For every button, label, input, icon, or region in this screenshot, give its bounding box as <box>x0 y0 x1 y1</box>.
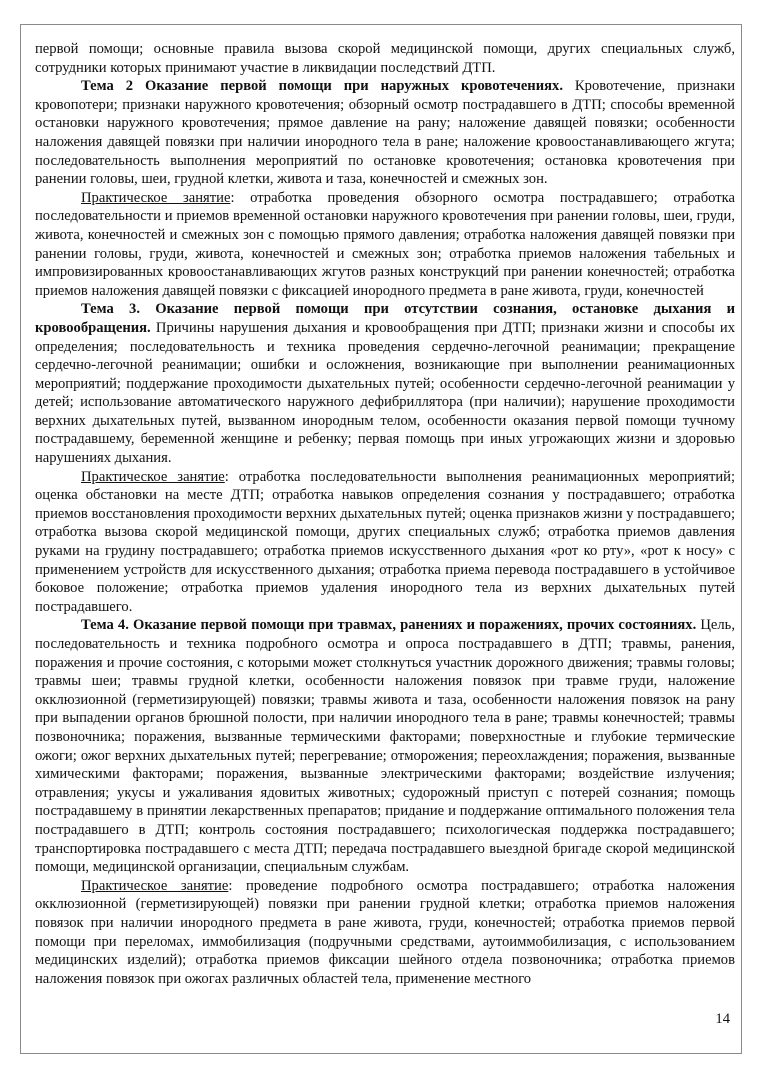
topic-4-practice-label: Практическое занятие <box>81 877 229 894</box>
topic-2-practice-label: Практическое занятие <box>81 189 231 206</box>
topic-3-practice-body: : отработка последовательности выполнения реанимационных мероприятий; оценка обстановки на месте ДТП; отработка навыков определения сознания у пострадавшего; отработка приемов восстановления проходимости верхних дыхательных путей; оценка признаков жизни у пострадавшего; отработка вызова скорой медицинской помощи, других специальных служб; отработка приемов давления руками на грудину пострадавшего; отработка приемов искусственного дыхания «рот ко рту», «рот к носу» с применением устройств для искусственного дыхания; отработка приема перевода пострадавшего в устойчивое боковое положение; отработка приемов удаления инородного тела из верхних дыхательных путей пострадавшего. <box>35 468 735 615</box>
topic-4-practice-paragraph <box>35 877 735 989</box>
topic-3-body: Причины нарушения дыхания и кровообращения при ДТП; признаки жизни и способы их определения; последовательность и техника проведения сердечно-легочной реанимации; прекращение сердечно-легочной реанимации; ошибки и осложнения, возникающие при выполнении реанимационных мероприятий; поддержание проходимости дыхательных путей; особенности сердечно-легочной реанимации у детей; использование автоматического наружного дефибриллятора (при наличии); нарушение проходимости верхних дыхательных путей, вызванном инородным телом, особенности оказания первой помощи тучному пострадавшему, беременной женщине и ребенку; первая помощь при иных угрожающих жизни и здоровью нарушениях дыхания. <box>35 319 735 467</box>
document-body <box>35 40 735 988</box>
topic-3-practice-paragraph <box>35 468 735 617</box>
intro-paragraph: первой помощи; основные правила вызова скорой медицинской помощи, других специальных служб, сотрудники которых принимают участие в ликвидации последствий ДТП. <box>35 41 735 76</box>
topic-2-title: Тема 2 Оказание первой помощи при наружных кровотечениях. <box>81 78 563 95</box>
topic-2-body: Кровотечение, признаки кровопотери; признаки наружного кровотечения; обзорный осмотр пострадавшего в ДТП; способы временной остановки наружного кровотечения; прямое давление на рану; наложение давящей повязки; особенности наложения давящей повязки при наличии инородного тела в ране; наложение кровоостанавливающего жгута; последовательность выполнения мероприятий по остановке кровотечения; остановка кровотечения при ранении головы, шеи, грудной клетки, живота и таза, конечностей и смежных зон. <box>35 78 736 188</box>
topic-2-practice-body: : отработка проведения обзорного осмотра пострадавшего; отработка последовательности и приемов временной остановки наружного кровотечения при ранении головы, шеи, груди, живота, конечностей и смежных зон с помощью прямого давления; отработка наложения давящей повязки при ранении головы, груди, живота, конечностей и смежных зон; отработка приемов наложения табельных и импровизированных кровоостанавливающих жгутов разных конструкций при ранении конечностей; отработка приемов наложения давящей повязки с фиксацией инородного предмета в ране живота, груди, конечностей <box>35 189 736 299</box>
page-number: 14 <box>715 1011 730 1027</box>
topic-3-title: Тема 3. Оказание первой помощи при отсутствии сознания, остановке дыхания и кровообращения. <box>35 301 735 336</box>
topic-3-practice-label: Практическое занятие <box>81 468 225 485</box>
topic-4-body: Цель, последовательность и техника подробного осмотра и опроса пострадавшего в ДТП; травмы, ранения, поражения и прочие состояния, с которыми может столкнуться участник дорожного движения; травмы головы; травмы шеи; травмы грудной клетки, особенности наложения повязок при травме груди, наложение окклюзионной (герметизирующей) повязки; травмы живота и таза, особенности наложения повязок на рану при выпадении органов брюшной полости, при наличии инородного тела в ране; травмы конечностей; травмы позвоночника; поражения, вызванные термическими факторами; поверхностные и глубокие термические ожоги; ожог верхних дыхательных путей; перегревание; отморожения; переохлаждения; поражения, вызванные химическими факторами; поражения, вызванные электрическими факторами; воздействие излучения; отравления; укусы и ужаливания ядовитых животных; судорожный приступ с потерей сознания; помощь пострадавшему в принятии лекарственных препаратов; придание и поддержание оптимального положения тела пострадавшего в ДТП; контроль состояния пострадавшего; психологическая поддержка пострадавшего; транспортировка пострадавшего с места ДТП; передача пострадавшего выездной бригаде скорой медицинской помощи, медицинской организации, специальным службам. <box>35 617 735 876</box>
topic-4-paragraph <box>35 616 735 876</box>
topic-3-paragraph <box>35 300 735 467</box>
topic-4-title: Тема 4. Оказание первой помощи при травмах, ранениях и поражениях, прочих состояниях. <box>81 617 697 634</box>
topic-2-paragraph <box>35 77 735 189</box>
topic-4-practice-body: : проведение подробного осмотра пострадавшего; отработка наложения окклюзионной (герметизирующей) повязки при ранении грудной клетки; отработка приемов наложения повязок при наличии инородного предмета в ране живота, груди, конечностей; отработка приемов первой помощи при переломах, иммобилизация (подручными средствами, аутоиммобилизация, с использованием медицинских изделий); отработка приемов фиксации шейного отдела позвоночника; отработка приемов наложения повязок при ожогах различных областей тела, применение местного <box>35 877 736 987</box>
topic-2-practice-paragraph <box>35 189 735 301</box>
